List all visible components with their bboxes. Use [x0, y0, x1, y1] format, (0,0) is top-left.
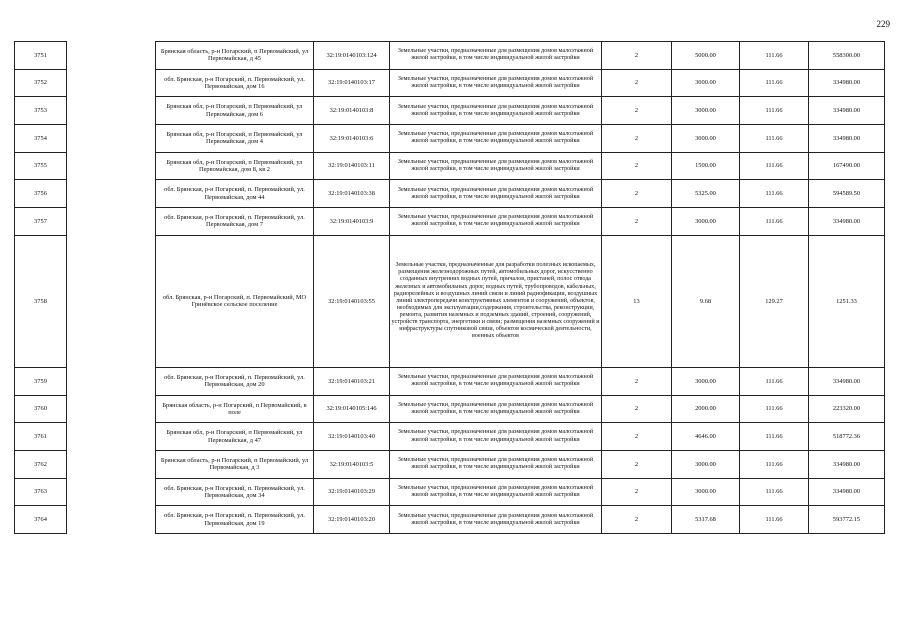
cadastral-number-cell: 32:19:0140103:55	[314, 235, 390, 367]
land-use-cell: Земельные участки, предназначенные для размещения домов малоэтажной жилой застройки, в том числе индивидуальной жилой застройки	[390, 395, 602, 423]
area-cell: 3000.00	[672, 125, 740, 153]
cadastral-number-cell: 32:19:0140103:40	[314, 423, 390, 451]
table-row	[15, 180, 885, 208]
group-cell: 2	[602, 478, 672, 506]
table-row	[15, 423, 885, 451]
table-row	[15, 235, 885, 367]
cadastral-value-cell: 334980.00	[809, 208, 885, 236]
rate-cell: 111.66	[740, 42, 809, 70]
table-row	[15, 42, 885, 70]
cadastral-value-cell: 1251.33	[809, 235, 885, 367]
rate-cell: 111.66	[740, 152, 809, 180]
rate-cell: 111.66	[740, 395, 809, 423]
row-number: 3753	[15, 97, 67, 125]
address-cell: Брянская обл, р-н Погарский, п Первомайский, ул Первомайская, дом 4	[156, 125, 314, 153]
row-number: 3760	[15, 395, 67, 423]
address-cell: обл. Брянская, р-н Погарский, п. Первомайский, МО Гринёвское сельское поселение	[156, 235, 314, 367]
rate-cell: 111.66	[740, 506, 809, 534]
address-cell: Брянская обл, р-н Погарский, п Первомайский, ул Первомайская, дом 8, кв 2	[156, 152, 314, 180]
group-cell: 2	[602, 208, 672, 236]
table-row	[15, 450, 885, 478]
area-cell: 5317.68	[672, 506, 740, 534]
rate-cell: 111.66	[740, 97, 809, 125]
area-cell: 3000.00	[672, 367, 740, 395]
row-number: 3757	[15, 208, 67, 236]
rate-cell: 111.66	[740, 478, 809, 506]
rate-cell: 111.66	[740, 367, 809, 395]
land-use-cell: Земельные участки, предназначенные для размещения домов малоэтажной жилой застройки, в том числе индивидуальной жилой застройки	[390, 42, 602, 70]
land-use-cell: Земельные участки, предназначенные для размещения домов малоэтажной жилой застройки, в том числе индивидуальной жилой застройки	[390, 208, 602, 236]
address-cell: обл. Брянская, р-н Погарский, п. Первомайский, ул. Первомайская, дом 20	[156, 367, 314, 395]
row-number: 3758	[15, 235, 67, 367]
cadastral-value-cell: 334980.00	[809, 97, 885, 125]
area-cell: 3000.00	[672, 208, 740, 236]
cadastral-value-cell: 593772.15	[809, 506, 885, 534]
row-number: 3759	[15, 367, 67, 395]
land-use-cell: Земельные участки, предназначенные для размещения домов малоэтажной жилой застройки, в том числе индивидуальной жилой застройки	[390, 478, 602, 506]
row-number: 3751	[15, 42, 67, 70]
cadastral-number-cell: 32:19:0140103:38	[314, 180, 390, 208]
address-cell: обл. Брянская, р-н Погарский, п. Первомайский, ул. Первомайская, дом 19	[156, 506, 314, 534]
cadastral-number-cell: 32:19:0140103:11	[314, 152, 390, 180]
address-cell: Брянская область, р-н Погарский, п Первомайский, ул Первомайская, д 45	[156, 42, 314, 70]
row-number: 3755	[15, 152, 67, 180]
address-cell: Брянская обл, р-н Погарский, п Первомайский, ул Первомайская, д 47	[156, 423, 314, 451]
row-number: 3754	[15, 125, 67, 153]
cadastral-value-cell: 334980.00	[809, 450, 885, 478]
table-row	[15, 208, 885, 236]
cadastral-value-table	[14, 41, 885, 534]
land-use-cell: Земельные участки, предназначенные для размещения домов малоэтажной жилой застройки, в том числе индивидуальной жилой застройки	[390, 180, 602, 208]
group-cell: 2	[602, 42, 672, 70]
rate-cell: 111.66	[740, 450, 809, 478]
cadastral-number-cell: 32:19:0140103:29	[314, 478, 390, 506]
table-row	[15, 125, 885, 153]
land-use-cell: Земельные участки, предназначенные для размещения домов малоэтажной жилой застройки, в том числе индивидуальной жилой застройки	[390, 69, 602, 97]
rate-cell: 129.27	[740, 235, 809, 367]
group-cell: 2	[602, 367, 672, 395]
area-cell: 2000.00	[672, 395, 740, 423]
cadastral-value-cell: 334980.00	[809, 367, 885, 395]
table-row	[15, 367, 885, 395]
cadastral-number-cell: 32:19:0140103:8	[314, 97, 390, 125]
group-cell: 2	[602, 450, 672, 478]
address-cell: обл. Брянская, р-н Погарский, п. Первомайский, ул. Первомайская, дом 7	[156, 208, 314, 236]
cadastral-value-cell: 558300.00	[809, 42, 885, 70]
row-number: 3762	[15, 450, 67, 478]
area-cell: 3000.00	[672, 450, 740, 478]
table-row	[15, 69, 885, 97]
area-cell: 3000.00	[672, 97, 740, 125]
address-cell: Брянская область, р-н Погарский, п Первомайский, ул Первомайская, д 3	[156, 450, 314, 478]
area-cell: 5000.00	[672, 42, 740, 70]
land-use-cell: Земельные участки, предназначенные для размещения домов малоэтажной жилой застройки, в том числе индивидуальной жилой застройки	[390, 506, 602, 534]
group-cell: 2	[602, 395, 672, 423]
table-row	[15, 478, 885, 506]
page-number: 229	[876, 19, 890, 29]
land-use-cell: Земельные участки, предназначенные для размещения домов малоэтажной жилой застройки, в том числе индивидуальной жилой застройки	[390, 152, 602, 180]
land-use-cell: Земельные участки, предназначенные для размещения домов малоэтажной жилой застройки, в том числе индивидуальной жилой застройки	[390, 367, 602, 395]
group-cell: 2	[602, 69, 672, 97]
cadastral-number-cell: 32:19:0140103:21	[314, 367, 390, 395]
group-cell: 2	[602, 97, 672, 125]
cadastral-value-cell: 167490.00	[809, 152, 885, 180]
area-cell: 3000.00	[672, 69, 740, 97]
cadastral-number-cell: 32:19:0140103:5	[314, 450, 390, 478]
table-row	[15, 395, 885, 423]
rate-cell: 111.66	[740, 423, 809, 451]
group-cell: 2	[602, 180, 672, 208]
row-number: 3752	[15, 69, 67, 97]
cadastral-value-cell: 223320.00	[809, 395, 885, 423]
area-cell: 5325.00	[672, 180, 740, 208]
land-use-cell: Земельные участки, предназначенные для размещения домов малоэтажной жилой застройки, в том числе индивидуальной жилой застройки	[390, 450, 602, 478]
row-number: 3761	[15, 423, 67, 451]
address-cell: обл. Брянская, р-н Погарский, п. Первомайский, ул. Первомайская, дом 34	[156, 478, 314, 506]
cadastral-number-cell: 32:19:0140105:146	[314, 395, 390, 423]
cadastral-number-cell: 32:19:0140103:17	[314, 69, 390, 97]
cadastral-number-cell: 32:19:0140103:6	[314, 125, 390, 153]
group-cell: 13	[602, 235, 672, 367]
address-cell: Брянская область, р-н Погарский, п Первомайский, в поле	[156, 395, 314, 423]
cadastral-value-cell: 334980.00	[809, 478, 885, 506]
cadastral-number-cell: 32:19:0140103:20	[314, 506, 390, 534]
cadastral-value-cell: 334980.00	[809, 125, 885, 153]
area-cell: 1500.00	[672, 152, 740, 180]
rate-cell: 111.66	[740, 208, 809, 236]
area-cell: 9.68	[672, 235, 740, 367]
area-cell: 4646.00	[672, 423, 740, 451]
cadastral-value-cell: 518772.36	[809, 423, 885, 451]
rate-cell: 111.66	[740, 69, 809, 97]
table-row	[15, 152, 885, 180]
cadastral-value-cell: 334980.00	[809, 69, 885, 97]
address-cell: Брянская обл, р-н Погарский, п Первомайский, ул Первомайская, дом 6	[156, 97, 314, 125]
land-use-cell: Земельные участки, предназначенные для размещения домов малоэтажной жилой застройки, в том числе индивидуальной жилой застройки	[390, 125, 602, 153]
rate-cell: 111.66	[740, 180, 809, 208]
cadastral-number-cell: 32:19:0140103:9	[314, 208, 390, 236]
address-cell: обл. Брянская, р-н Погарский, п. Первомайский, ул. Первомайская, дом 44	[156, 180, 314, 208]
cadastral-number-cell: 32:19:0140103:124	[314, 42, 390, 70]
row-number: 3756	[15, 180, 67, 208]
table-body	[15, 42, 885, 534]
table-row	[15, 97, 885, 125]
area-cell: 3000.00	[672, 478, 740, 506]
group-cell: 2	[602, 152, 672, 180]
row-number: 3763	[15, 478, 67, 506]
land-use-cell: Земельные участки, предназначенные для размещения домов малоэтажной жилой застройки, в том числе индивидуальной жилой застройки	[390, 423, 602, 451]
group-cell: 2	[602, 506, 672, 534]
row-number: 3764	[15, 506, 67, 534]
rate-cell: 111.66	[740, 125, 809, 153]
land-use-cell: Земельные участки, предназначенные для размещения домов малоэтажной жилой застройки, в том числе индивидуальной жилой застройки	[390, 97, 602, 125]
address-cell: обл. Брянская, р-н Погарский, п. Первомайский, ул. Первомайская, дом 16	[156, 69, 314, 97]
land-use-cell: Земельные участки, предназначенные для разработки полезных ископаемых, размещения железнодорожных путей, автомобильных дорог, искусственно созданных внутренних водных путей, причалов, пристаней, полос отвода железных и автомобильных дорог, водных путей, трубопроводов, кабельных, радиорелейных и воздушных линий связи и линий радиофикации, воздушных линий электропередачи конструктивных элементов и сооружений, объектов, необходимых для эксплуатации,содержания, строительства, реконструкции, ремонта, развития наземных и подземных зданий, строений, сооружений, устройств транспорта, энергетики и связи; размещения наземных сооружений и инфраструктуры спутниковой связи, объектов космической деятельности, военных объектов	[390, 235, 602, 367]
table-row	[15, 506, 885, 534]
group-cell: 2	[602, 125, 672, 153]
cadastral-value-cell: 594589.50	[809, 180, 885, 208]
group-cell: 2	[602, 423, 672, 451]
